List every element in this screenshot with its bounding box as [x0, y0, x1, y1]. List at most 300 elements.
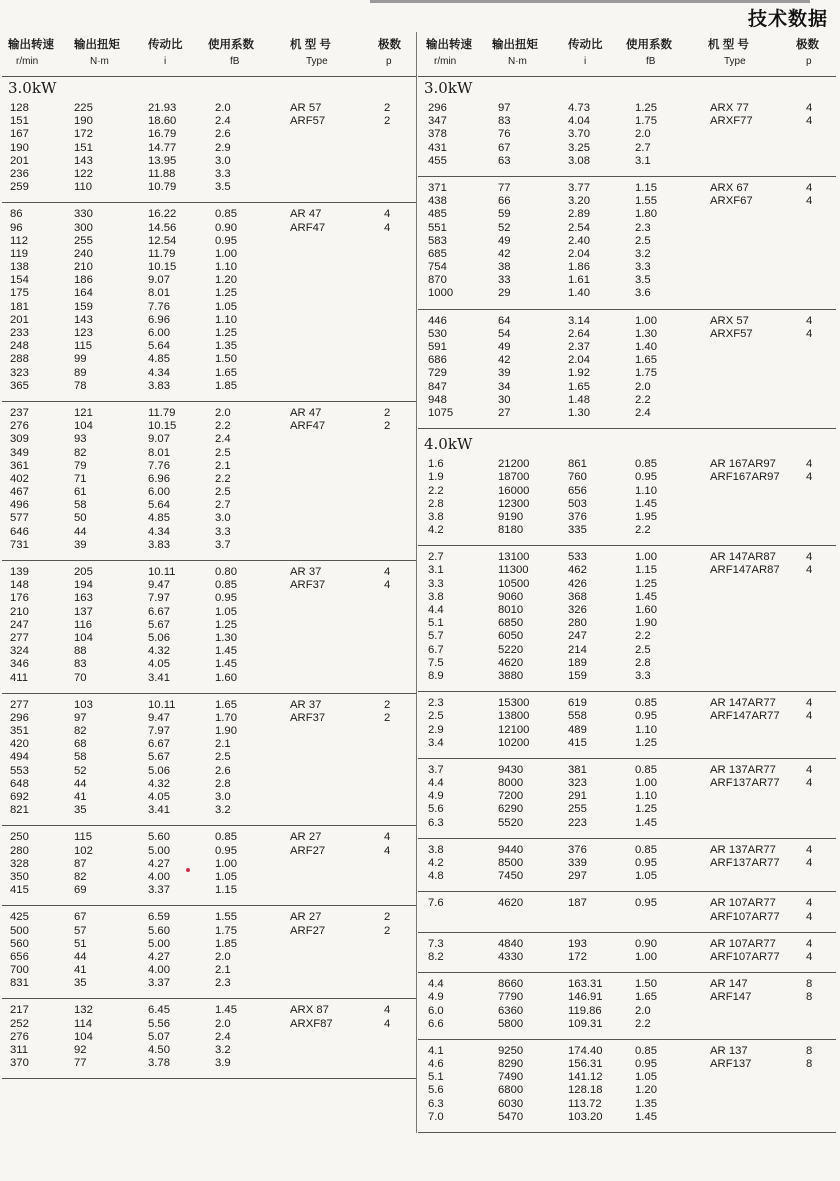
factor-cell: 2.5	[215, 751, 231, 764]
speed-cell: 7.5	[428, 656, 444, 669]
header-speed_unit: r/min	[434, 56, 457, 67]
table-row	[2, 261, 416, 274]
speed-cell: 277	[10, 631, 29, 644]
torque-cell: 110	[74, 181, 93, 194]
speed-cell: 5.1	[428, 1071, 444, 1084]
table-row	[2, 632, 416, 645]
speed-cell: 3.3	[428, 577, 444, 590]
speed-cell: 2.9	[428, 723, 444, 736]
type-label: AR 107AR77	[710, 897, 776, 910]
speed-cell: 431	[428, 141, 447, 154]
speed-cell: 530	[428, 327, 447, 340]
torque-cell: 225	[74, 102, 93, 114]
pole-list	[806, 844, 812, 870]
header-torque_unit: N·m	[90, 56, 109, 67]
speed-cell: 4.2	[428, 857, 444, 869]
speed-cell: 870	[428, 274, 447, 287]
ratio-cell: 2.04	[568, 247, 590, 260]
ratio-cell: 656	[568, 484, 587, 497]
torque-cell: 7790	[498, 991, 524, 1004]
ratio-cell: 8.01	[148, 446, 170, 459]
torque-cell: 164	[74, 287, 93, 300]
header-ratio_unit: i	[164, 56, 167, 67]
type-list	[290, 1004, 333, 1030]
pole-value: 4	[806, 195, 813, 208]
ratio-cell: 291	[568, 790, 587, 803]
table-row	[2, 858, 416, 871]
ratio-cell: 3.41	[148, 804, 170, 817]
type-label: ARXF67	[710, 195, 753, 208]
table-row	[2, 712, 416, 725]
ratio-cell: 3.70	[568, 128, 590, 141]
table-row	[2, 911, 416, 924]
pole-value: 4	[384, 831, 391, 844]
ratio-cell: 4.04	[568, 115, 590, 128]
pole-value: 4	[806, 763, 813, 776]
torque-cell: 240	[74, 247, 93, 260]
ratio-cell: 2.37	[568, 341, 590, 353]
ratio-cell: 760	[568, 471, 587, 484]
ratio-cell: 10.11	[148, 698, 176, 711]
factor-cell: 3.6	[635, 287, 651, 300]
speed-cell: 365	[10, 379, 29, 392]
factor-cell: 1.05	[215, 605, 237, 618]
ratio-cell: 3.78	[148, 1057, 170, 1070]
table-row	[418, 142, 836, 155]
factor-cell: 2.1	[215, 459, 231, 472]
table-row	[2, 460, 416, 473]
table-row	[2, 845, 416, 858]
table-row	[2, 925, 416, 938]
pole-list	[806, 551, 812, 577]
factor-cell: 3.3	[635, 669, 651, 682]
pole-value: 4	[806, 857, 813, 869]
speed-cell: 276	[10, 420, 29, 433]
red-mark	[186, 868, 190, 872]
header-speed: 输出转速	[8, 39, 54, 51]
factor-cell: 3.0	[215, 791, 231, 803]
speed-cell: 8.9	[428, 669, 444, 682]
type-label: ARF107AR77	[710, 950, 780, 963]
data-group	[2, 561, 416, 694]
group-rows	[418, 102, 836, 168]
speed-cell: 8.2	[428, 950, 444, 963]
ratio-cell: 339	[568, 857, 587, 869]
factor-cell: 0.80	[215, 566, 237, 578]
pole-list	[384, 911, 390, 937]
type-list	[710, 182, 753, 208]
ratio-cell: 7.76	[148, 300, 170, 313]
speed-cell: 500	[10, 924, 29, 937]
torque-cell: 68	[74, 738, 87, 751]
speed-cell: 237	[10, 406, 29, 419]
pole-value: 4	[806, 697, 813, 710]
torque-cell: 67	[498, 141, 511, 154]
left-table	[2, 32, 416, 1079]
table-row	[2, 778, 416, 791]
ratio-cell: 11.79	[148, 247, 176, 260]
ratio-cell: 8.01	[148, 287, 170, 300]
speed-cell: 6.3	[428, 816, 444, 829]
data-group	[418, 310, 836, 430]
type-list	[710, 844, 780, 870]
table-row	[418, 354, 836, 367]
data-group	[418, 839, 836, 893]
torque-cell: 122	[74, 167, 93, 180]
speed-cell: 411	[10, 671, 29, 684]
header-ratio: 传动比	[568, 39, 603, 51]
pole-value: 8	[806, 991, 813, 1004]
factor-cell: 0.95	[635, 710, 657, 723]
speed-cell: 3.7	[428, 763, 444, 776]
data-group	[2, 402, 416, 561]
ratio-cell: 376	[568, 510, 587, 523]
table-row	[2, 499, 416, 512]
ratio-cell: 10.79	[148, 181, 177, 194]
torque-cell: 66	[498, 195, 511, 208]
factor-cell: 1.50	[215, 353, 237, 366]
torque-cell: 186	[74, 274, 93, 287]
ratio-cell: 3.83	[148, 538, 170, 551]
torque-cell: 41	[74, 964, 87, 977]
header-poles: 极数	[796, 39, 819, 51]
torque-cell: 115	[74, 831, 93, 844]
factor-cell: 1.40	[635, 341, 657, 353]
table-row	[2, 725, 416, 738]
table-row	[418, 367, 836, 380]
torque-cell: 115	[74, 340, 93, 353]
ratio-cell: 109.31	[568, 1017, 603, 1030]
ratio-cell: 4.05	[148, 658, 170, 671]
pole-list	[806, 182, 812, 208]
header-speed_unit: r/min	[16, 56, 39, 67]
type-list	[290, 102, 325, 128]
type-label: AR 37	[290, 698, 322, 711]
factor-cell: 2.2	[635, 524, 651, 537]
factor-cell: 2.0	[635, 128, 651, 141]
factor-cell: 1.35	[635, 1097, 657, 1110]
speed-cell: 402	[10, 472, 29, 485]
table-row	[2, 115, 416, 128]
table-row	[2, 181, 416, 194]
factor-cell: 1.20	[215, 274, 237, 287]
pole-value: 4	[384, 579, 391, 592]
ratio-cell: 193	[568, 937, 587, 950]
factor-cell: 0.85	[215, 831, 237, 844]
speed-cell: 6.3	[428, 1097, 444, 1110]
ratio-cell: 6.67	[148, 738, 170, 751]
table-row	[2, 420, 416, 433]
pole-value: 8	[806, 978, 813, 991]
pole-value: 4	[806, 102, 813, 114]
table-row	[2, 539, 416, 552]
pole-value: 2	[384, 911, 391, 924]
ratio-cell: 21.93	[148, 102, 177, 114]
speed-cell: 2.7	[428, 551, 444, 564]
speed-cell: 328	[10, 857, 29, 870]
header-ratio_unit: i	[584, 56, 587, 67]
header-poles: 极数	[378, 39, 401, 51]
factor-cell: 1.85	[215, 379, 237, 392]
torque-cell: 7450	[498, 870, 524, 883]
ratio-cell: 128.18	[568, 1084, 603, 1097]
torque-cell: 9250	[498, 1044, 524, 1057]
torque-cell: 4620	[498, 656, 524, 669]
torque-cell: 52	[498, 221, 511, 234]
table-row	[418, 511, 836, 524]
table-row	[418, 274, 836, 287]
torque-cell: 102	[74, 844, 93, 857]
table-row	[418, 737, 836, 750]
type-label: ARF47	[290, 420, 326, 433]
torque-cell: 7200	[498, 790, 524, 803]
pole-value: 4	[806, 327, 813, 340]
factor-cell: 0.95	[635, 471, 657, 484]
pole-value: 4	[806, 115, 813, 128]
ratio-cell: 9.47	[148, 579, 170, 592]
speed-cell: 259	[10, 181, 29, 194]
table-row	[2, 447, 416, 460]
speed-cell: 296	[428, 102, 447, 114]
ratio-cell: 7.97	[148, 592, 170, 605]
speed-cell: 252	[10, 1017, 29, 1030]
table-row	[418, 128, 836, 141]
factor-cell: 2.4	[215, 1030, 231, 1043]
ratio-cell: 6.96	[148, 313, 170, 326]
table-row	[2, 512, 416, 525]
speed-cell: 280	[10, 844, 29, 857]
torque-cell: 49	[498, 234, 511, 247]
speed-cell: 425	[10, 911, 29, 924]
torque-cell: 99	[74, 353, 87, 366]
type-label: AR 137	[710, 1044, 748, 1057]
torque-cell: 9440	[498, 843, 524, 856]
ratio-cell: 10.15	[148, 261, 177, 274]
torque-cell: 39	[74, 538, 87, 551]
ratio-cell: 1.92	[568, 367, 590, 380]
type-label: ARF37	[290, 711, 326, 724]
torque-cell: 10200	[498, 736, 530, 749]
table-row	[418, 341, 836, 354]
torque-cell: 194	[74, 579, 93, 592]
speed-cell: 2.8	[428, 497, 444, 510]
ratio-cell: 1.48	[568, 393, 590, 406]
ratio-cell: 14.77	[148, 141, 177, 154]
ratio-cell: 163.31	[568, 978, 603, 991]
torque-cell: 8010	[498, 604, 524, 616]
torque-cell: 42	[498, 354, 511, 367]
ratio-cell: 247	[568, 630, 587, 643]
factor-cell: 0.90	[215, 221, 237, 234]
factor-cell: 1.05	[215, 300, 237, 313]
table-row	[418, 195, 836, 208]
factor-cell: 2.2	[635, 630, 651, 643]
speed-cell: 754	[428, 261, 447, 274]
torque-cell: 9190	[498, 510, 524, 523]
speed-cell: 361	[10, 459, 29, 472]
table-row	[2, 831, 416, 844]
factor-cell: 1.60	[215, 671, 237, 684]
torque-cell: 59	[498, 208, 511, 221]
group-rows	[418, 978, 836, 1031]
pole-value: 4	[806, 551, 813, 564]
type-list	[290, 407, 325, 433]
torque-cell: 159	[74, 300, 93, 313]
speed-cell: 6.6	[428, 1017, 444, 1030]
ratio-cell: 16.22	[148, 208, 177, 221]
type-label: ARF137AR77	[710, 777, 780, 790]
speed-cell: 5.6	[428, 803, 444, 816]
torque-cell: 77	[498, 181, 511, 194]
factor-cell: 0.95	[635, 897, 657, 910]
factor-cell: 1.25	[635, 736, 657, 749]
factor-cell: 0.85	[635, 697, 657, 710]
type-list	[290, 911, 325, 937]
type-label: ARF107AR77	[710, 910, 780, 923]
data-group	[418, 453, 836, 546]
ratio-cell: 4.05	[148, 791, 170, 803]
torque-cell: 16000	[498, 484, 530, 497]
group-rows	[2, 911, 416, 990]
pole-value: 4	[384, 208, 391, 221]
pole-value: 4	[806, 181, 813, 194]
speed-cell: 4.4	[428, 777, 444, 790]
factor-cell: 2.6	[215, 764, 231, 777]
pole-value: 4	[384, 844, 391, 857]
torque-cell: 9430	[498, 763, 524, 776]
table-row	[2, 102, 416, 115]
torque-cell: 205	[74, 566, 93, 578]
ratio-cell: 368	[568, 590, 587, 603]
torque-cell: 13800	[498, 710, 530, 723]
ratio-cell: 10.15	[148, 420, 177, 433]
table-header	[418, 32, 836, 77]
table-row	[2, 128, 416, 141]
speed-cell: 167	[10, 128, 29, 141]
type-label: ARF37	[290, 579, 326, 592]
type-label: ARX 87	[290, 1004, 329, 1017]
ratio-cell: 323	[568, 777, 587, 790]
table-row	[2, 314, 416, 327]
speed-cell: 276	[10, 1030, 29, 1043]
factor-cell: 1.65	[215, 698, 237, 711]
table-row	[2, 367, 416, 380]
group-rows	[2, 208, 416, 393]
speed-cell: 351	[10, 725, 29, 738]
table-row	[418, 617, 836, 630]
torque-cell: 88	[74, 645, 87, 658]
factor-cell: 3.3	[635, 261, 651, 274]
table-row	[2, 977, 416, 990]
factor-cell: 2.9	[215, 141, 231, 154]
factor-cell: 1.65	[635, 354, 657, 367]
ratio-cell: 489	[568, 723, 587, 736]
data-group	[418, 933, 836, 973]
torque-cell: 41	[74, 791, 87, 803]
factor-cell: 2.0	[215, 102, 231, 114]
pole-value: 4	[806, 314, 813, 327]
type-label: AR 57	[290, 102, 322, 114]
header-ratio: 传动比	[148, 39, 183, 51]
speed-cell: 2.5	[428, 710, 444, 723]
torque-cell: 69	[74, 884, 87, 897]
torque-cell: 4840	[498, 937, 524, 950]
factor-cell: 0.95	[635, 1058, 657, 1071]
table-row	[2, 526, 416, 539]
factor-cell: 2.5	[635, 234, 651, 247]
torque-cell: 49	[498, 341, 511, 353]
ratio-cell: 6.00	[148, 327, 170, 339]
speed-cell: 201	[10, 313, 29, 326]
type-list	[710, 1045, 751, 1071]
torque-cell: 58	[74, 499, 87, 512]
table-row	[2, 301, 416, 314]
type-list	[710, 764, 780, 790]
table-row	[2, 1057, 416, 1070]
speed-cell: 288	[10, 353, 29, 366]
speed-cell: 378	[428, 128, 447, 141]
ratio-cell: 6.00	[148, 486, 170, 499]
factor-cell: 1.25	[635, 577, 657, 590]
torque-cell: 57	[74, 924, 87, 937]
speed-cell: 496	[10, 499, 29, 512]
table-row	[2, 699, 416, 712]
torque-cell: 82	[74, 870, 87, 883]
table-row	[418, 155, 836, 168]
factor-cell: 1.80	[635, 208, 657, 221]
type-list	[290, 208, 325, 234]
table-row	[2, 486, 416, 499]
table-row	[418, 222, 836, 235]
torque-cell: 30	[498, 393, 511, 406]
factor-cell: 1.10	[215, 261, 237, 274]
speed-cell: 553	[10, 764, 29, 777]
torque-cell: 6850	[498, 617, 524, 630]
factor-cell: 1.00	[215, 247, 237, 260]
ratio-cell: 6.59	[148, 911, 170, 924]
type-label: AR 27	[290, 911, 322, 924]
factor-cell: 1.00	[635, 314, 657, 327]
speed-cell: 3.8	[428, 510, 444, 523]
header-labels	[2, 36, 416, 52]
speed-cell: 181	[10, 300, 29, 313]
pole-list	[384, 1004, 390, 1030]
speed-cell: 250	[10, 831, 29, 844]
pole-list	[806, 938, 812, 964]
ratio-cell: 3.41	[148, 671, 170, 684]
speed-cell: 729	[428, 367, 447, 380]
speed-cell: 6.0	[428, 1004, 444, 1017]
factor-cell: 2.6	[215, 128, 231, 141]
factor-cell: 0.85	[215, 208, 237, 221]
speed-cell: 371	[428, 181, 447, 194]
factor-cell: 0.95	[215, 844, 237, 857]
factor-cell: 1.45	[215, 658, 237, 671]
factor-cell: 1.00	[635, 777, 657, 790]
ratio-cell: 1.40	[568, 287, 590, 300]
type-label: ARF147AR87	[710, 564, 780, 577]
factor-cell: 2.4	[215, 433, 231, 446]
speed-cell: 96	[10, 221, 23, 234]
speed-cell: 7.0	[428, 1110, 444, 1123]
factor-cell: 1.25	[635, 102, 657, 114]
torque-cell: 15300	[498, 697, 530, 710]
table-row	[418, 630, 836, 643]
header-factor_unit: fB	[646, 56, 656, 67]
factor-cell: 2.2	[215, 420, 231, 433]
speed-cell: 309	[10, 433, 29, 446]
pole-list	[806, 764, 812, 790]
